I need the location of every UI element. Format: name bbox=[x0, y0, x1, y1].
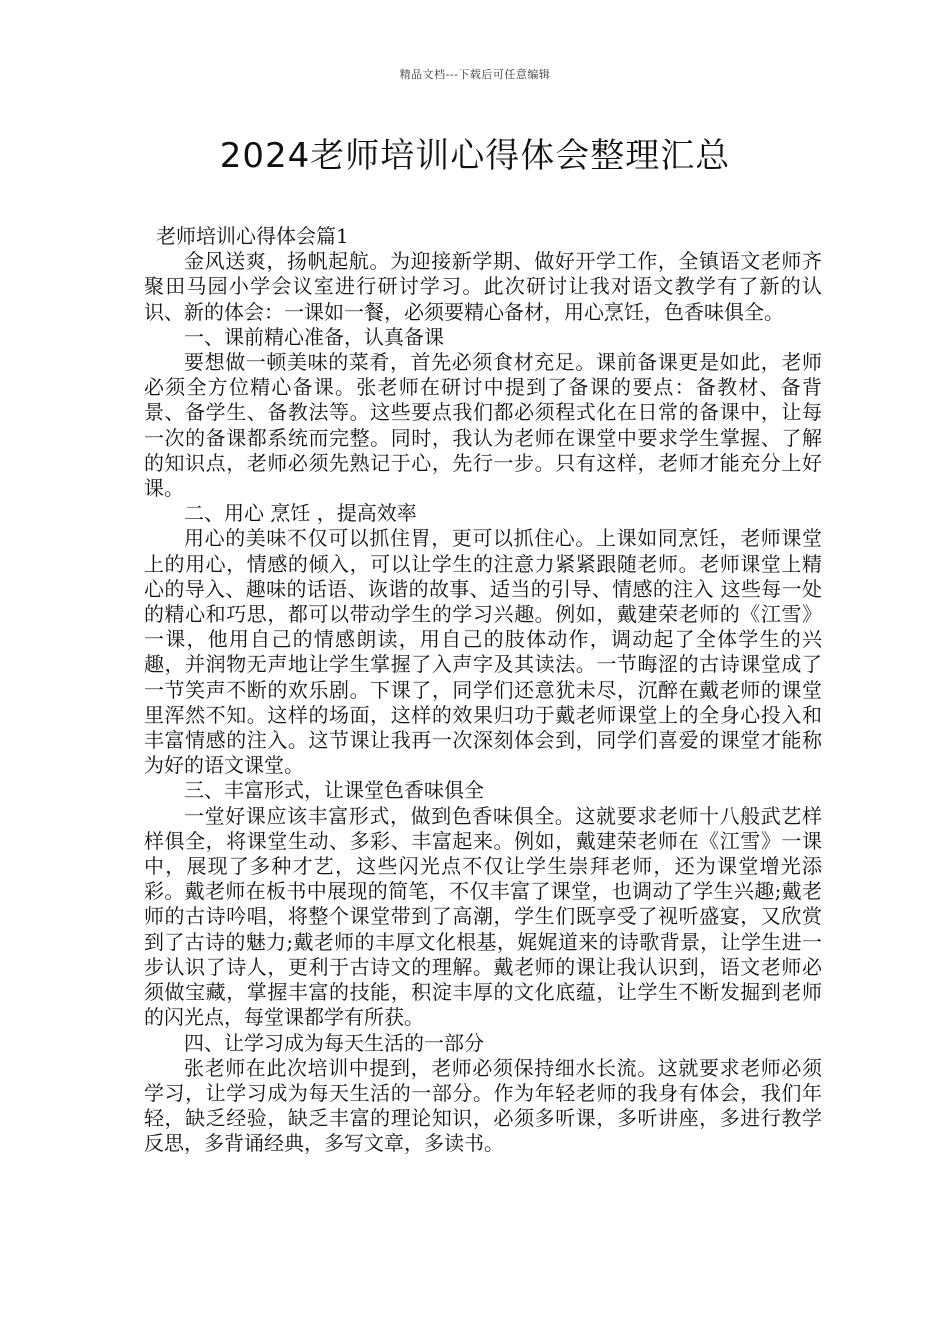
document-title: 2024老师培训心得体会整理汇总 bbox=[219, 136, 731, 176]
paragraph-1: 要想做一顿美味的菜肴，首先必须食材充足。课前备课更是如此，老师必须全方位精心备课。张老师在研讨中提到了备课的要点：备教材、备背景、备学生、备教法等。这些要点我们都必须程式化在日常的备课中，让每一次的备课都系统而完整。同时，我认为老师在课堂中要求学生掌握、了解的知识点，老师必须先熟记于心，先行一步。只有这样，老师才能充分上好课。 bbox=[144, 350, 822, 501]
document-body bbox=[144, 224, 822, 1157]
paragraph-2: 用心的美味不仅可以抓住胃，更可以抓住心。上课如同烹饪，老师课堂上的用心，情感的倾入，可以让学生的注意力紧紧跟随老师。老师课堂上精心的导入、趣味的话语、诙谐的故事、适当的引导、情感的注入 这些每一处的精心和巧思，都可以带动学生的学习兴趣。例如，戴建荣老师的《江雪》一课，他用自己的情感朗读，用自己的肢体动作，调动起了全体学生的兴趣，并润物无声地让学生掌握了入声字及其读法。一节晦涩的古诗课堂成了一节笑声不断的欢乐剧。下课了，同学们还意犹未尽，沉醉在戴老师的课堂里浑然不知。这样的场面，这样的效果归功于戴老师课堂上的全身心投入和丰富情感的注入。这节课让我再一次深刻体会到，同学们喜爱的课堂才能称为好的语文课堂。 bbox=[144, 526, 822, 778]
paragraph-intro: 金风送爽，扬帆起航。为迎接新学期、做好开学工作，全镇语文老师齐聚田马园小学会议室进行研讨学习。此次研讨让我对语文教学有了新的认识、新的体会：一课如一餐，必须要精心备材，用心烹饪，色香味俱全。 bbox=[144, 249, 822, 324]
header-note: 精品文档---下载后可任意编辑 bbox=[399, 68, 551, 81]
paragraph-4: 张老师在此次培训中提到，老师必须保持细水长流。这就要求老师必须学习，让学习成为每天生活的一部分。作为年轻老师的我身有体会，我们年轻，缺乏经验，缺乏丰富的理论知识，必须多听课，多听讲座，多进行教学反思，多背诵经典，多写文章，多读书。 bbox=[144, 1055, 822, 1156]
heading-1: 一、课前精心准备，认真备课 bbox=[184, 324, 444, 349]
heading-4: 四、让学习成为每天生活的一部分 bbox=[184, 1030, 484, 1055]
heading-3: 三、丰富形式，让课堂色香味俱全 bbox=[184, 778, 484, 803]
section-label: 老师培训心得体会篇1 bbox=[156, 224, 349, 248]
heading-2: 二、用心 烹饪 ，提高效率 bbox=[184, 501, 417, 526]
paragraph-3: 一堂好课应该丰富形式，做到色香味俱全。这就要求老师十八般武艺样样俱全，将课堂生动、多彩、丰富起来。例如，戴建荣老师在《江雪》一课中，展现了多种才艺，这些闪光点不仅让学生崇拜老师，还为课堂增光添彩。戴老师在板书中展现的简笔，不仅丰富了课堂，也调动了学生兴趣;戴老师的古诗吟唱，将整个课堂带到了高潮，学生们既享受了视听盛宴，又欣赏到了古诗的魅力;戴老师的丰厚文化根基，娓娓道来的诗歌背景，让学生进一步认识了诗人，更利于古诗文的理解。戴老师的课让我认识到，语文老师必须做宝藏，掌握丰富的技能，积淀丰厚的文化底蕴，让学生不断发掘到老师的闪光点，每堂课都学有所获。 bbox=[144, 803, 822, 1030]
